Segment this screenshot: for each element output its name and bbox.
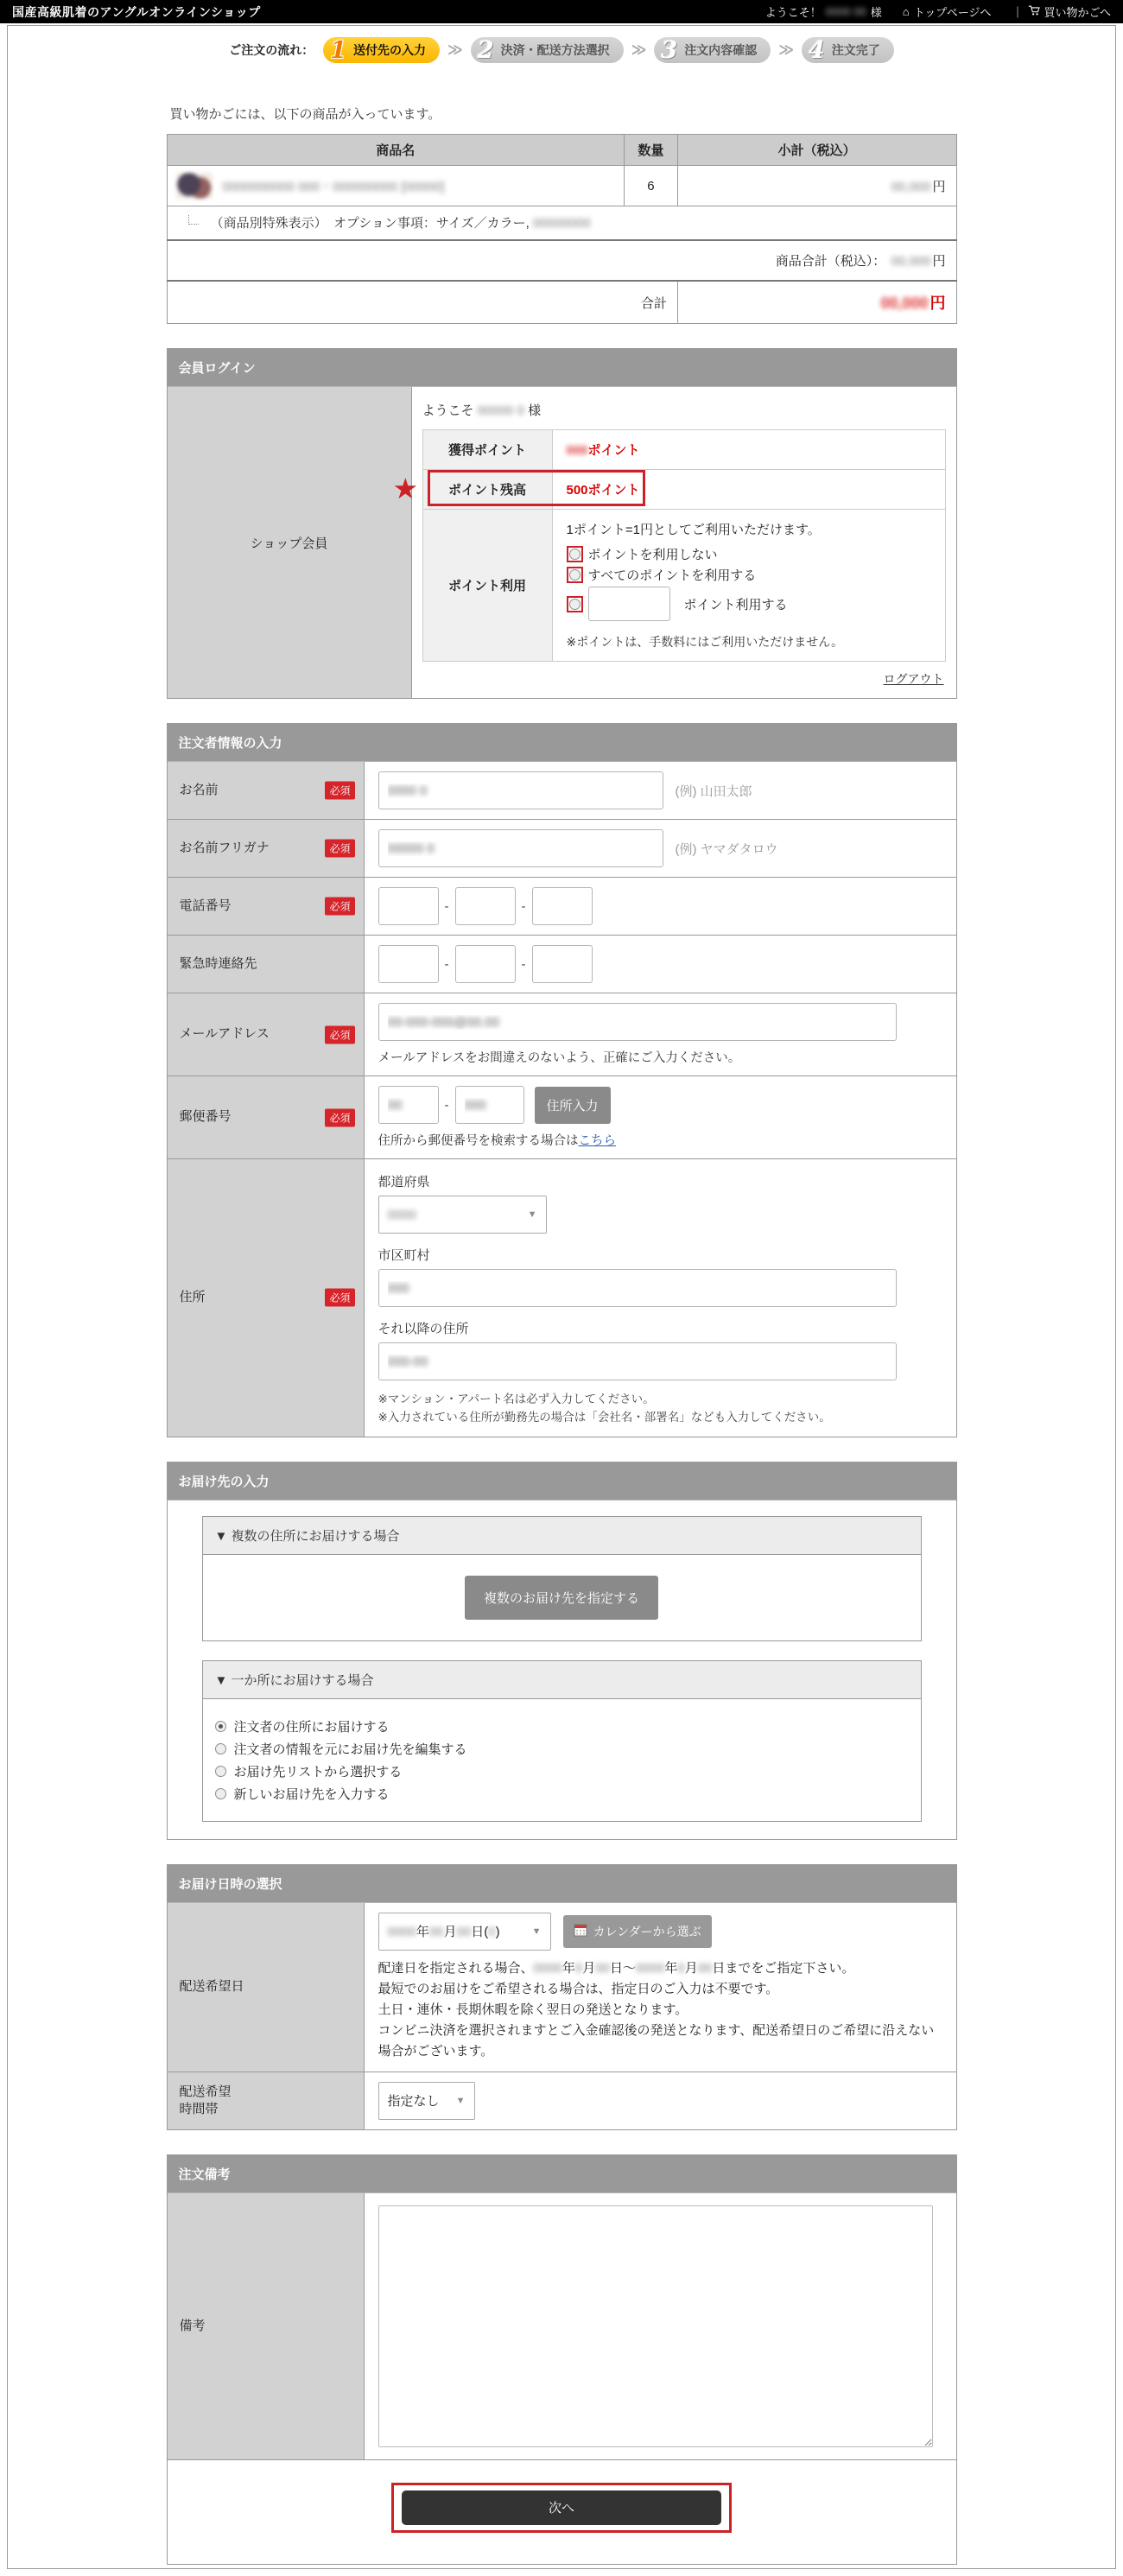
total-price: 00,000 (880, 295, 929, 312)
date-note-1: 配達日を指定される場合、0000年0月00日～0000年0月00日までをご指定下さい。 (378, 1960, 855, 1976)
member-login-section (167, 348, 957, 699)
phone-input-1[interactable] (378, 887, 439, 925)
chevron-down-icon: ▼ (455, 2095, 466, 2106)
step-1-shipping-input (323, 37, 440, 63)
step-2-payment-shipping (471, 37, 624, 63)
cart-intro-text: 買い物かごには、以下の商品が入っています。 (169, 107, 441, 122)
step-3-number: 3 (661, 36, 678, 64)
cart-table (167, 134, 957, 324)
chevron-down-icon: ▼ (527, 1209, 537, 1220)
col-product-name: 商品名 (167, 135, 624, 166)
point-use-row (422, 510, 945, 662)
page-container (7, 25, 1116, 2569)
col-subtotal: 小計（税込） (677, 135, 956, 166)
top-header-bar (0, 0, 1123, 23)
member-welcome-suffix: 様 (528, 403, 542, 418)
point-balance-row (422, 470, 945, 510)
required-badge: 必須 (325, 1108, 354, 1126)
name-input[interactable] (378, 771, 663, 809)
option-value: 00000000 (532, 216, 591, 231)
top-page-link[interactable]: トップページへ (913, 6, 992, 19)
deliver-to-orderer-label: 注文者の住所にお届けする (233, 1719, 390, 1735)
remarks-textarea[interactable] (378, 2205, 933, 2447)
cart-total-row (167, 281, 956, 324)
specify-multiple-destinations-button[interactable]: 複数のお届け先を指定する (465, 1576, 658, 1620)
earned-points-unit: ポイント (587, 443, 640, 458)
earned-points-label: 獲得ポイント (422, 430, 552, 470)
kana-label: お名前フリガナ (179, 840, 270, 855)
partial-points-radio-label: ポイント利用する (683, 597, 788, 612)
cart-product-row (167, 166, 956, 206)
prefecture-value: 0000 (387, 1207, 416, 1222)
delivery-date-value: 0000年00月00日(0) (387, 1925, 500, 1940)
shop-title: 国産高級肌着のアングルオンラインショップ (12, 4, 261, 19)
name-label: お名前 (179, 782, 219, 797)
single-address-box (202, 1660, 922, 1822)
step-3-label: 注文内容確認 (684, 43, 758, 57)
preferred-time-label-1: 配送希望 (179, 2084, 232, 2099)
cart-icon (1028, 4, 1040, 19)
member-login-header: 会員ログイン (168, 349, 956, 387)
top-header-right (765, 3, 1111, 20)
welcome-suffix: 様 (870, 6, 882, 19)
required-badge: 必須 (325, 782, 354, 800)
city-label: 市区町村 (378, 1248, 430, 1263)
calendar-icon (574, 1923, 587, 1939)
postal-note: 住所から郵便番号を検索する場合は (378, 1134, 579, 1148)
calendar-pick-label: カレンダーから選ぶ (593, 1924, 701, 1938)
step-2-number: 2 (477, 36, 494, 64)
point-balance-label: ポイント残高 (422, 470, 552, 510)
col-quantity: 数量 (624, 135, 677, 166)
choose-from-list-label: お届け先リストから選択する (233, 1764, 403, 1780)
required-badge: 必須 (325, 840, 354, 858)
email-input[interactable] (378, 1003, 897, 1041)
product-quantity: 6 (624, 166, 677, 206)
preferred-time-row (168, 2072, 956, 2129)
edit-from-orderer-radio[interactable] (215, 1743, 226, 1754)
email-label: メールアドレス (179, 1026, 270, 1042)
points-amount-input[interactable] (588, 587, 670, 621)
emergency-label: 緊急時連絡先 (179, 955, 257, 971)
address-lookup-button[interactable]: 住所入力 (535, 1087, 611, 1124)
annotation-box-radio (567, 596, 583, 612)
required-badge: 必須 (325, 1025, 354, 1044)
required-badge: 必須 (325, 898, 354, 916)
kana-example: (例) ヤマダタロウ (675, 841, 778, 857)
step-1-label: 送付先の入力 (353, 43, 426, 57)
shipping-destination-section (167, 1462, 957, 1840)
annotation-box-radio (567, 567, 583, 583)
yen-suffix: 円 (932, 179, 946, 194)
subtotal-label: 商品合計（税込）： (775, 254, 886, 269)
yen-suffix: 円 (932, 254, 946, 269)
partial-points-radio[interactable] (569, 599, 581, 610)
phone-row: 電話番号 必須 - - (168, 877, 956, 935)
remarks-label: 備考 (179, 2318, 206, 2333)
required-badge: 必須 (325, 1289, 354, 1307)
single-address-title: ▼ 一か所にお届けする場合 (203, 1661, 921, 1699)
multi-address-box (202, 1516, 922, 1641)
step-arrow: ≫ (631, 41, 647, 58)
earned-points-row (422, 430, 945, 470)
member-name: 00000 0 (477, 403, 524, 418)
preferred-time-label-2: 時間帯 (179, 2101, 219, 2116)
emergency-contact-row: 緊急時連絡先 - - (168, 935, 956, 993)
new-destination-radio[interactable] (215, 1788, 226, 1799)
city-input[interactable] (378, 1269, 897, 1307)
email-note: メールアドレスをお間違えのないよう、正確にご入力ください。 (378, 1051, 741, 1065)
multi-address-title: ▼ 複数の住所にお届けする場合 (203, 1517, 921, 1555)
points-footnote: ※ポイントは、手数料にはご利用いただけません。 (566, 635, 844, 649)
cart-header-row (167, 135, 956, 166)
all-points-radio-label: すべてのポイントを利用する (587, 568, 757, 583)
emergency-input-3[interactable] (532, 945, 593, 983)
yen-suffix: 円 (929, 295, 946, 312)
annotation-box-next-button (391, 2483, 732, 2533)
orderer-info-header: 注文者情報の入力 (168, 724, 956, 762)
postal-search-link[interactable]: こちら (578, 1134, 616, 1148)
annotation-star-icon: ★ (392, 473, 419, 504)
step-arrow: ≫ (778, 41, 794, 58)
order-flow-label: ご注文の流れ： (229, 43, 314, 57)
step-4-order-complete (802, 37, 894, 63)
chevron-down-icon: ▼ (531, 1926, 542, 1937)
member-welcome: ようこそ (422, 403, 474, 418)
total-label: 合計 (167, 281, 677, 324)
name-row (168, 762, 956, 819)
delivery-time-value: 指定なし (387, 2094, 440, 2110)
step-1-number: 1 (330, 36, 346, 64)
address2-label: それ以降の住所 (378, 1322, 469, 1336)
step-arrow: ≫ (447, 41, 463, 58)
shipping-destination-header: お届け先の入力 (168, 1462, 956, 1501)
phone-label: 電話番号 (179, 898, 232, 913)
delivery-date-select[interactable] (378, 1913, 551, 1951)
cart-link[interactable]: 買い物かごへ (1044, 6, 1111, 19)
step-4-number: 4 (808, 36, 825, 64)
deliver-to-orderer-radio[interactable] (215, 1721, 226, 1732)
divider: ｜ (1012, 6, 1024, 19)
cart-option-row (167, 206, 956, 241)
new-destination-label: 新しいお届け先を入力する (233, 1786, 390, 1802)
point-use-note: 1ポイント=1円としてご利用いただけます。 (566, 523, 821, 537)
main-content (167, 105, 957, 2565)
all-points-radio[interactable] (569, 569, 581, 581)
preferred-date-row (168, 1903, 956, 2072)
step-3-order-confirm (654, 37, 771, 63)
step-4-label: 注文完了 (831, 43, 880, 57)
order-remarks-section (167, 2154, 957, 2565)
address-label: 住所 (179, 1290, 206, 1305)
logout-link[interactable]: ログアウト (883, 672, 944, 686)
preferred-date-label: 配送希望日 (179, 1979, 244, 1995)
postal-label: 郵便番号 (179, 1109, 232, 1125)
phone-input-3[interactable] (532, 887, 593, 925)
points-table (422, 429, 946, 662)
edit-from-orderer-label: 注文者の情報を元にお届け先を編集する (233, 1742, 467, 1757)
orderer-info-section (167, 723, 957, 1437)
earned-points-value: 000 (566, 443, 588, 458)
point-use-label: ポイント利用 (422, 510, 552, 662)
cart-subtotal-row (167, 240, 956, 281)
prefecture-select[interactable] (378, 1196, 547, 1234)
product-thumbnail (176, 173, 213, 199)
welcome-label: ようこそ！ (765, 6, 822, 19)
kana-row (168, 819, 956, 877)
subtotal-price: 00,000 (891, 254, 931, 269)
address-row (168, 1158, 956, 1437)
home-icon: ⌂ (902, 5, 910, 18)
delivery-datetime-header: お届け日時の選択 (168, 1865, 956, 1903)
order-remarks-header: 注文備考 (168, 2155, 956, 2193)
remarks-row (168, 2193, 956, 2459)
step-2-label: 決済・配送方法選択 (500, 43, 610, 57)
welcome-user-name: 0000 00 (825, 5, 866, 18)
next-button[interactable]: 次へ (402, 2490, 721, 2525)
address2-input[interactable] (378, 1342, 897, 1380)
annotation-box-radio (567, 546, 583, 562)
prefecture-label: 都道府県 (378, 1175, 430, 1190)
product-price: 00,000 (891, 179, 931, 194)
address-note-2: ※入力されている住所が勤務先の場合は「会社名・部署名」なども入力してください。 (378, 1410, 831, 1424)
phone-input-2[interactable] (455, 887, 516, 925)
next-button-row (168, 2459, 956, 2564)
delivery-time-select[interactable] (378, 2082, 475, 2120)
no-points-radio-label: ポイントを利用しない (587, 548, 718, 562)
email-row (168, 993, 956, 1075)
postal-input-2[interactable] (455, 1086, 524, 1124)
product-name: 0000000000 000・000000000 [00000] (222, 179, 445, 194)
date-note-3: 土日・連休・長期休暇を除く翌日の発送となります。 (378, 2002, 688, 2017)
kana-input[interactable] (378, 829, 663, 867)
indent-branch-icon (188, 215, 199, 225)
postal-code-row: 郵便番号 必須 00 - 000 住所入力 住所から郵便番号を検索する場合はこちら (168, 1075, 956, 1158)
name-example: (例) 山田太郎 (675, 784, 752, 799)
point-balance-value: 500ポイント (566, 483, 640, 498)
delivery-datetime-section (167, 1864, 957, 2130)
option-text: （商品別特殊表示） オプション事項：サイズ／カラー, (210, 216, 530, 231)
shop-member-label: ショップ会員 (168, 387, 412, 698)
postal-input-1[interactable] (378, 1086, 439, 1124)
emergency-input-2[interactable] (455, 945, 516, 983)
address-note-1: ※マンション・アパート名は必ず入力してください。 (378, 1393, 655, 1405)
emergency-input-1[interactable] (378, 945, 439, 983)
date-note-2: 最短でのお届けをご希望される場合は、指定日のご入力は不要です。 (378, 1981, 779, 1996)
calendar-pick-button[interactable] (563, 1915, 712, 1948)
no-points-radio[interactable] (569, 549, 581, 560)
choose-from-list-radio[interactable] (215, 1766, 226, 1777)
date-note-4: コンビニ決済を選択されますとご入金確認後の発送となります、配送希望日のご希望に沿えない場合がございます。 (378, 2022, 935, 2059)
order-flow-steps (8, 37, 1115, 63)
